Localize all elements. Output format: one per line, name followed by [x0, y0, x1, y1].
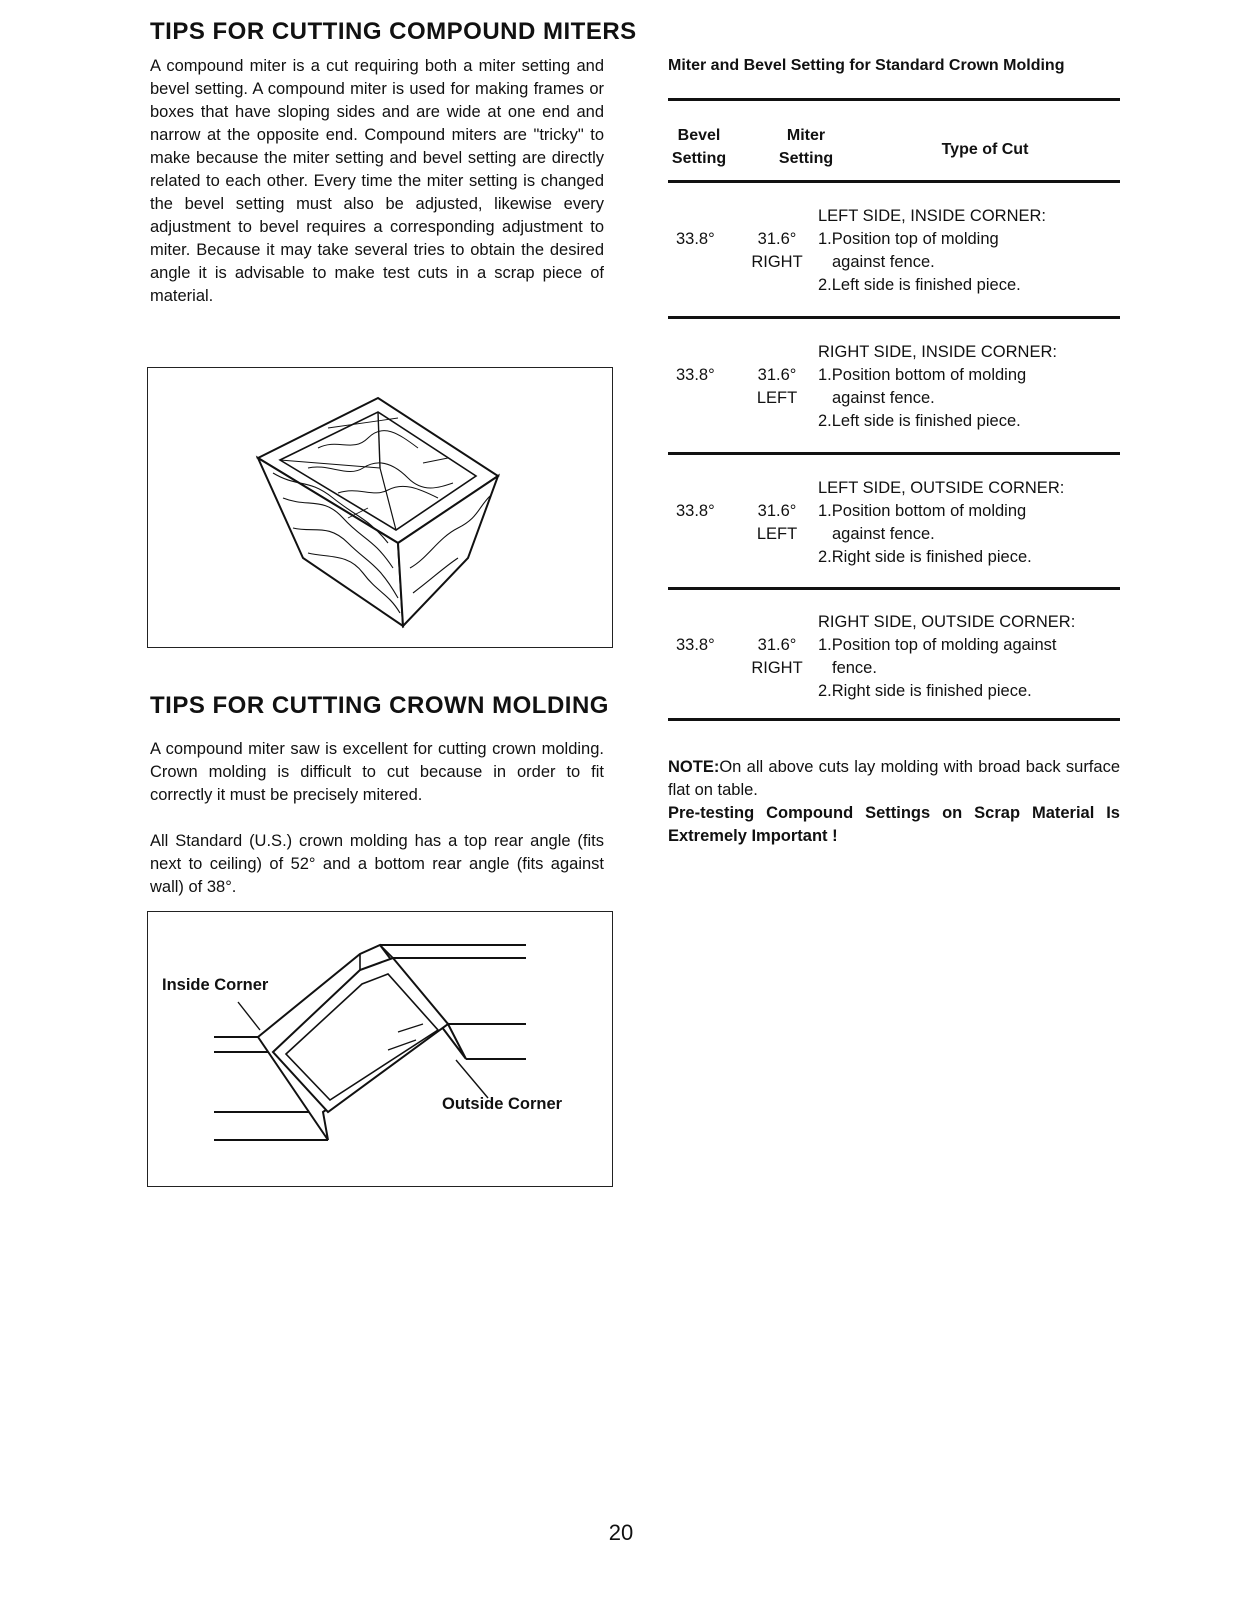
row-rule	[668, 316, 1120, 319]
cut-description: LEFT SIDE, OUTSIDE CORNER: 1.Position bottom of molding against fence. 2.Right side is finished piece.	[818, 479, 1065, 566]
heading-crown-molding: TIPS FOR CUTTING CROWN MOLDING	[150, 692, 609, 719]
crown-molding-figure-frame	[147, 911, 613, 1187]
box-illustration-frame	[147, 367, 613, 648]
header-miter-setting: Miter Setting	[778, 127, 834, 167]
table-top-rule	[668, 98, 1120, 101]
table-bottom-rule	[668, 718, 1120, 721]
note-block	[668, 756, 1120, 848]
header-rule	[668, 180, 1120, 183]
miter-value: 31.6° LEFT	[756, 502, 798, 543]
bevel-value: 33.8°	[676, 230, 715, 248]
cut-description: RIGHT SIDE, INSIDE CORNER: 1.Position bottom of molding against fence. 2.Left side is finished piece.	[818, 343, 1057, 430]
paragraph-crown-molding: A compound miter saw is excellent for cutting crown molding. Crown molding is difficult to cut because in order to fit correctly it must be precisely mitered.	[150, 740, 604, 804]
note-text: On all above cuts lay molding with broad back surface flat on table.	[668, 758, 1120, 799]
outside-corner-label: Outside Corner	[442, 1095, 563, 1113]
cut-description: RIGHT SIDE, OUTSIDE CORNER: 1.Position top of molding against fence. 2.Right side is finished piece.	[818, 613, 1076, 700]
heading-compound-miters: TIPS FOR CUTTING COMPOUND MITERS	[150, 18, 637, 45]
paragraph-compound-miters: A compound miter is a cut requiring both a miter setting and bevel setting. A compound miter is used for making frames or boxes that have sloping sides and are wide at one end and narrow at the opposite end. Compound miters are "tricky" to make because the miter setting and bevel setting are directly related to each other. Every time the miter setting is changed the bevel setting must also be adjusted, likewise every adjustment to bevel requires a corresponding adjustment to miter. Because it may take several tries to obtain the desired angle it is advisable to make test cuts in a scrap piece of material.	[150, 57, 604, 305]
miter-value: 31.6° RIGHT	[751, 636, 803, 677]
miter-value: 31.6° RIGHT	[751, 230, 803, 271]
crown-molding-illustration	[148, 912, 612, 1186]
row-rule	[668, 587, 1120, 590]
note-emphasis: Pre-testing Compound Settings on Scrap Material Is Extremely Important !	[668, 804, 1120, 845]
miter-value: 31.6° LEFT	[756, 366, 798, 407]
bevel-value: 33.8°	[676, 502, 715, 520]
bevel-value: 33.8°	[676, 636, 715, 654]
note-label: NOTE:	[668, 758, 720, 776]
header-bevel-setting: Bevel Setting	[671, 127, 727, 167]
row-rule	[668, 452, 1120, 455]
inside-corner-label: Inside Corner	[162, 976, 269, 994]
page-number: 20	[608, 1520, 634, 1545]
wooden-box-illustration	[148, 368, 612, 647]
header-type-of-cut: Type of Cut	[941, 141, 1029, 158]
paragraph-crown-molding-angles: All Standard (U.S.) crown molding has a top rear angle (fits next to ceiling) of 52° and a bottom rear angle (fits against wall) of 38°.	[150, 832, 604, 896]
cut-description: LEFT SIDE, INSIDE CORNER: 1.Position top of molding against fence. 2.Left side is finished piece.	[818, 207, 1046, 294]
bevel-value: 33.8°	[676, 366, 715, 384]
table-title: Miter and Bevel Setting for Standard Crown Molding	[668, 57, 1065, 74]
